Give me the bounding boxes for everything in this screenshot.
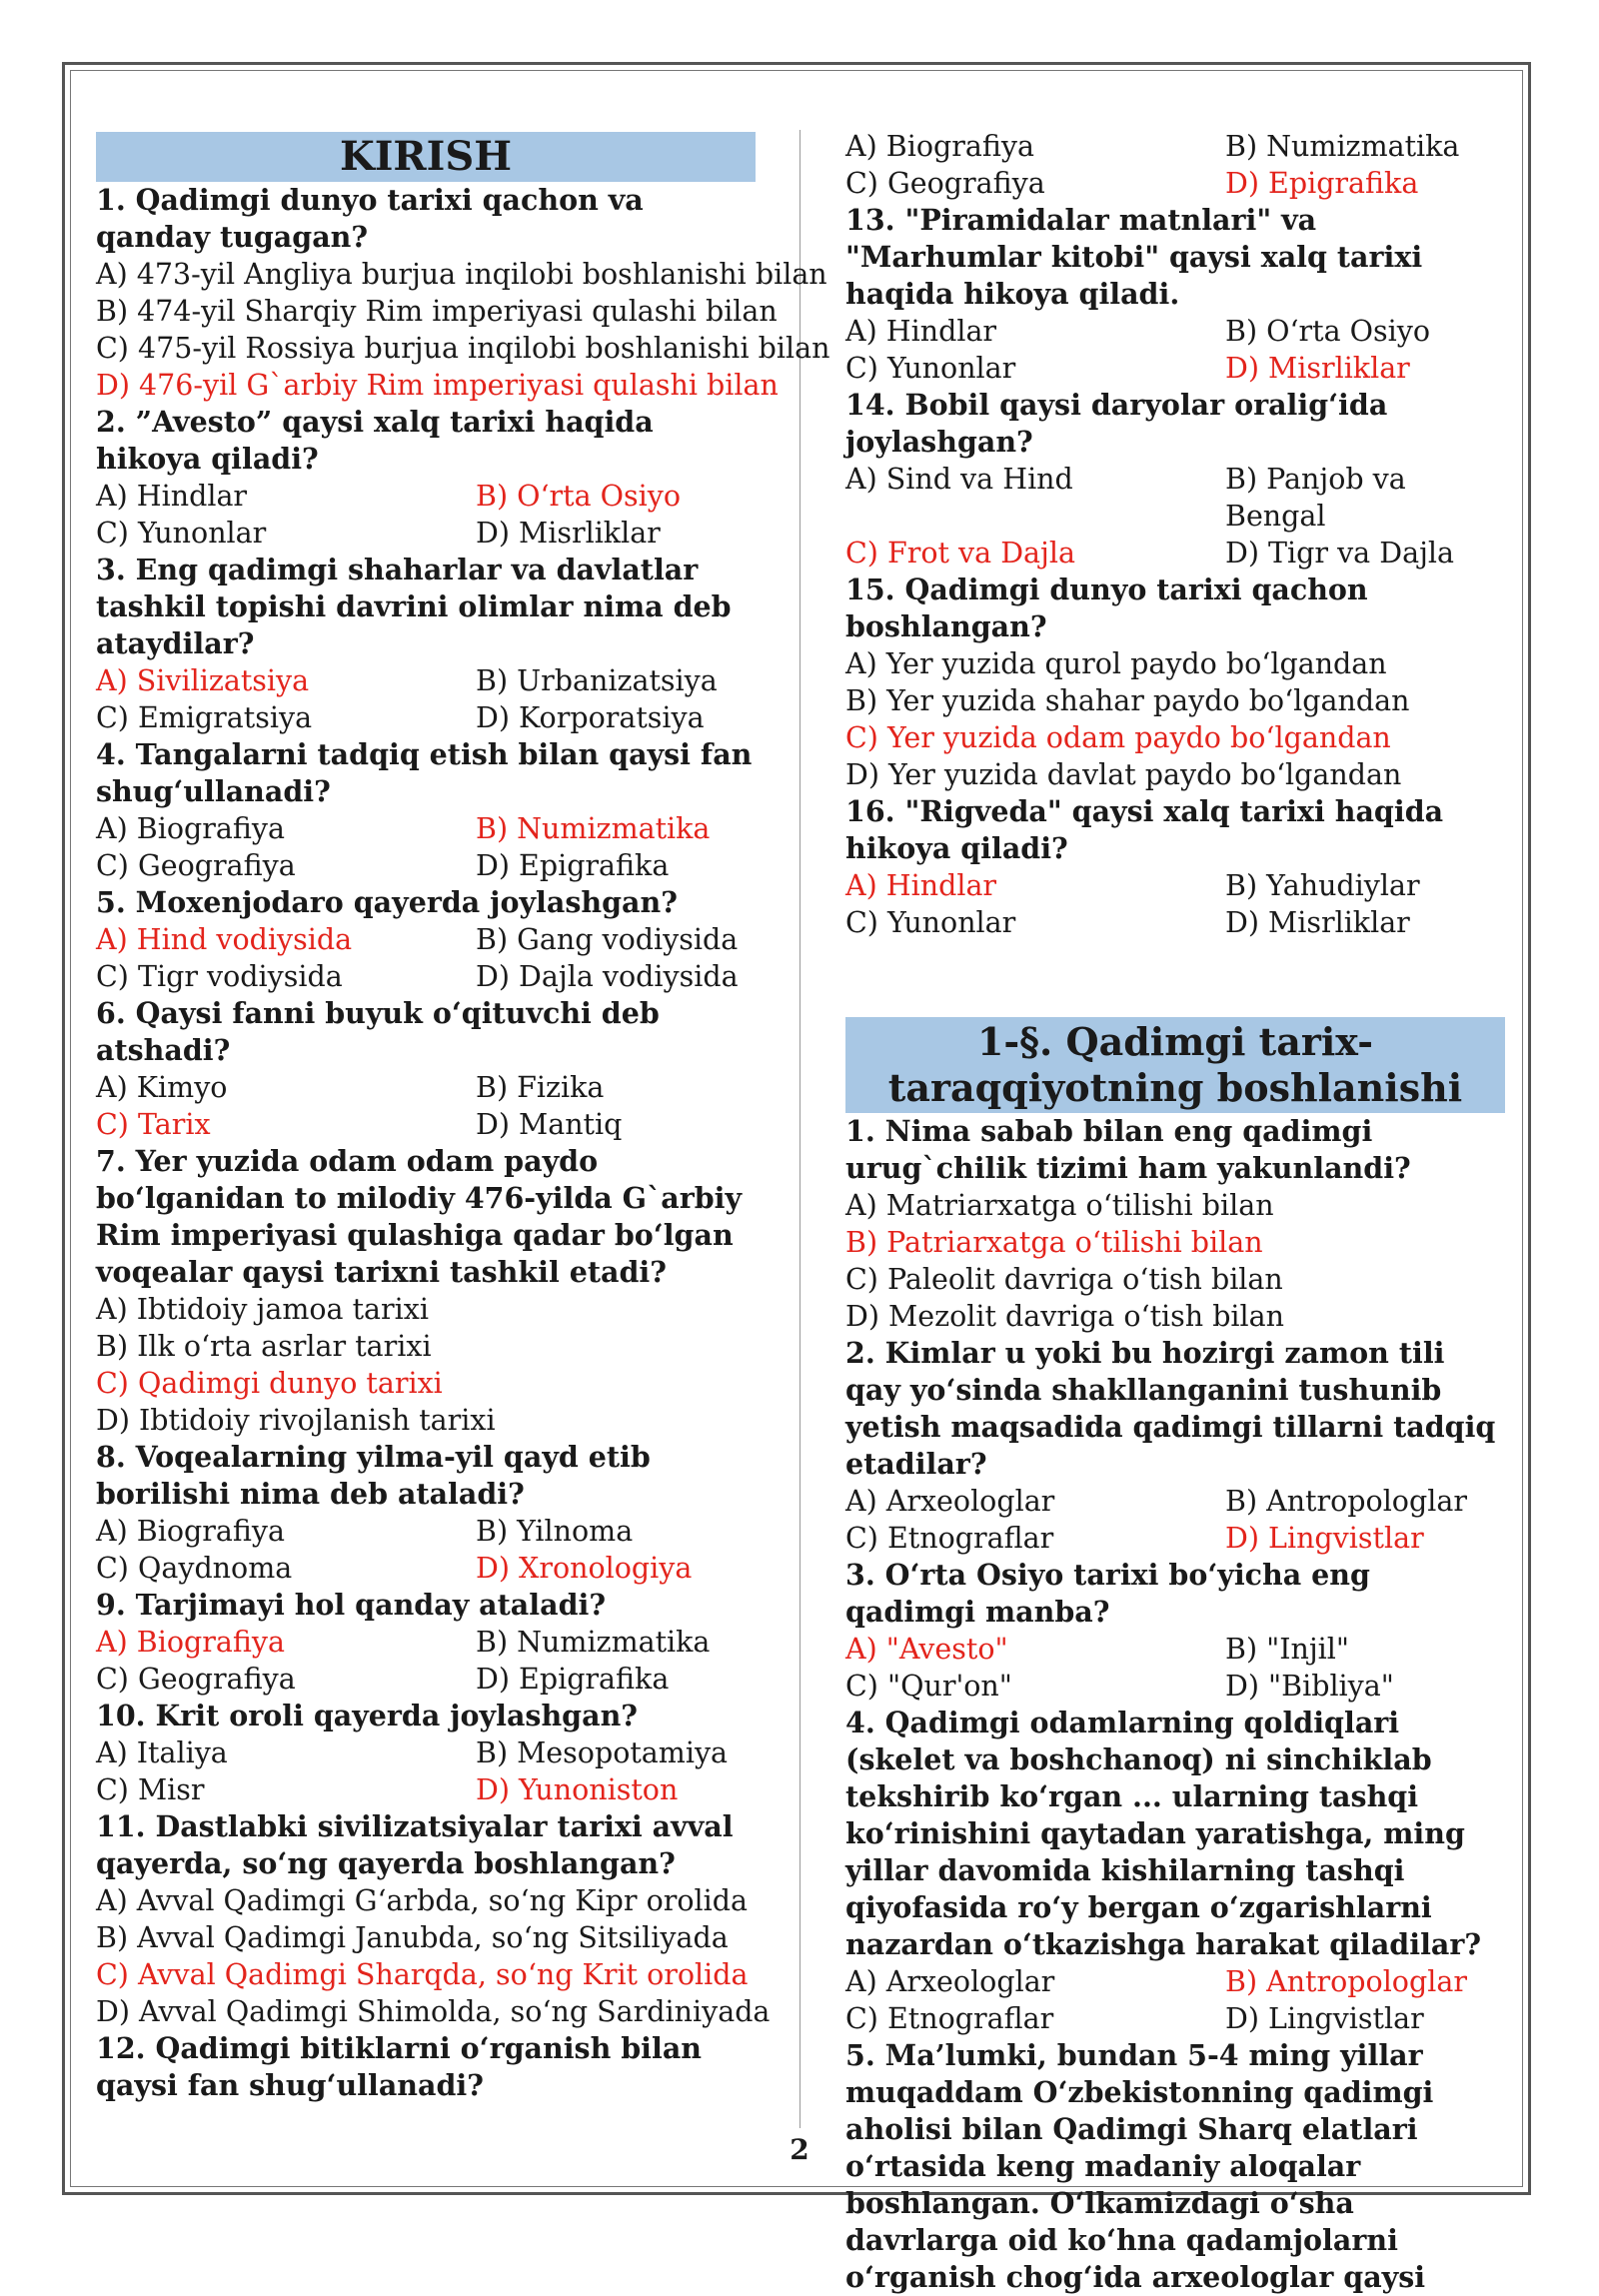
question-text: 5. Moxenjodaro qayerda joylashgan? bbox=[96, 885, 678, 919]
question-text: 10. Krit oroli qayerda joylashgan? bbox=[96, 1699, 638, 1732]
answer-option-correct: B) Patriarxatga o‘tilishi bilan bbox=[845, 1226, 1263, 1259]
question-text: 8. Voqealarning yilma-yil qayd etib borilishi nima deb ataladi? bbox=[96, 1440, 651, 1511]
answer-option-row bbox=[96, 662, 756, 699]
answer-option: A) Italiya bbox=[96, 1736, 228, 1769]
answer-option-correct: C) Avval Qadimgi Sharqda, so‘ng Krit orolida bbox=[96, 1958, 749, 1991]
section-title-paragraph-1: 1-§. Qadimgi tarix-taraqqiyotning boshlanishi bbox=[845, 1017, 1505, 1113]
answer-option: D) Epigrafika bbox=[476, 1663, 670, 1696]
answer-option: A) Sind va Hind bbox=[845, 463, 1073, 496]
answer-option-correct: C) Tarix bbox=[96, 1108, 211, 1141]
answer-option-row bbox=[96, 958, 756, 995]
answer-option-row bbox=[96, 1624, 756, 1661]
answer-option-row bbox=[845, 2000, 1505, 2037]
answer-option: D) Mantiq bbox=[476, 1108, 623, 1141]
answer-option-correct: D) Xronologiya bbox=[476, 1552, 693, 1585]
answer-option: B) "Injil" bbox=[1225, 1633, 1350, 1666]
right-question-list-bottom bbox=[845, 1113, 1505, 2296]
answer-option: B) 474-yil Sharqiy Rim imperiyasi qulashi bilan bbox=[96, 295, 778, 328]
answer-option-row bbox=[96, 921, 756, 958]
answer-option: C) Yunonlar bbox=[96, 517, 267, 550]
answer-option: D) Tigr va Dajla bbox=[1225, 537, 1455, 570]
answer-option: B) Antropologlar bbox=[1225, 1485, 1467, 1518]
answer-option: D) Epigrafika bbox=[476, 849, 670, 882]
answer-option: D) Dajla vodiysida bbox=[476, 960, 739, 993]
answer-option-row bbox=[96, 847, 756, 884]
answer-option: C) Tigr vodiysida bbox=[96, 960, 343, 993]
answer-option-row bbox=[845, 1668, 1505, 1705]
answer-option: C) Emigratsiya bbox=[96, 701, 313, 734]
answer-option: B) Yilnoma bbox=[476, 1515, 634, 1548]
answer-option-row bbox=[96, 1106, 756, 1143]
question-text: 4. Qadimgi odamlarning qoldiqlari (skelet va boshchanoq) ni sinchiklab tekshirib ko‘rgan ... ularning tashqi ko‘rinishini qaytadan yaratishga, ming yillar davomida kishilarning tashqi qiyofasida ro‘y bergan o‘zgarishlarni nazardan o‘tkazishga harakat qiladilar? bbox=[845, 1706, 1482, 1961]
question-text: 5. Ma’lumki, bundan 5-4 ming yillar muqaddam O‘zbekistonning qadimgi aholisi bilan Qadimgi Sharq elatlari o‘rtasida keng madaniy aloqalar boshlangan. O‘lkamizdagi o‘sha davrlarga oid ko‘hna qadamjolarni o‘rganish chog‘ida arxeologlar qaysi bbox=[845, 2038, 1434, 2294]
answer-option-row bbox=[96, 1069, 756, 1106]
answer-option: C) 475-yil Rossiya burjua inqilobi boshlanishi bilan bbox=[96, 332, 830, 365]
answer-option-row bbox=[845, 867, 1505, 904]
answer-option-row bbox=[845, 461, 1505, 535]
answer-option-correct: C) Qadimgi dunyo tarixi bbox=[96, 1367, 443, 1400]
answer-option: D) "Bibliya" bbox=[1225, 1670, 1394, 1703]
answer-option-row bbox=[96, 810, 756, 847]
answer-option-correct: A) Hindlar bbox=[845, 869, 997, 902]
question-text: 2. Kimlar u yoki bu hozirgi zamon tili qay yo‘sinda shakllanganini tushunib yetish maqsadida qadimgi tillarni tadqiq etadilar? bbox=[845, 1336, 1496, 1481]
answer-option: C) "Qur'on" bbox=[845, 1670, 1012, 1703]
question-text: 1. Qadimgi dunyo tarixi qachon va qanday tugagan? bbox=[96, 183, 644, 254]
page-number: 2 bbox=[790, 2133, 809, 2166]
answer-option: A) Yer yuzida qurol paydo bo‘lgandan bbox=[845, 647, 1387, 680]
answer-option: C) Yunonlar bbox=[845, 352, 1016, 385]
answer-option-correct: D) Lingvistlar bbox=[1225, 1522, 1424, 1555]
answer-option-correct: D) 476-yil G`arbiy Rim imperiyasi qulashi bilan bbox=[96, 369, 779, 402]
answer-option: C) Geografiya bbox=[96, 849, 296, 882]
answer-option: D) Misrliklar bbox=[476, 517, 661, 550]
question-text: 9. Tarjimayi hol qanday ataladi? bbox=[96, 1588, 607, 1622]
answer-option: A) Arxeologlar bbox=[845, 1965, 1055, 1998]
answer-option-row bbox=[845, 1520, 1505, 1557]
question-text: 7. Yer yuzida odam odam paydo bo‘lganidan to milodiy 476-yilda G`arbiy Rim imperiyasi qulashiga qadar bo‘lgan voqealar qaysi tarixni tashkil etadi? bbox=[96, 1144, 743, 1289]
answer-option: C) Etnograflar bbox=[845, 2002, 1054, 2035]
answer-option-correct: A) "Avesto" bbox=[845, 1633, 1008, 1666]
answer-option-row bbox=[96, 1513, 756, 1550]
question-text: 11. Dastlabki sivilizatsiyalar tarixi avval qayerda, so‘ng qayerda boshlangan? bbox=[96, 1809, 734, 1880]
answer-option: B) Urbanizatsiya bbox=[476, 664, 718, 697]
question-text: 1. Nima sabab bilan eng qadimgi urug`chilik tizimi ham yakunlandi? bbox=[845, 1114, 1411, 1185]
answer-option: B) Numizmatika bbox=[1225, 130, 1460, 163]
answer-option-row bbox=[845, 313, 1505, 350]
answer-option: D) Yer yuzida davlat paydo bo‘lgandan bbox=[845, 758, 1402, 791]
answer-option: C) Geografiya bbox=[845, 167, 1045, 200]
answer-option-row bbox=[845, 904, 1505, 941]
answer-option: B) Yer yuzida shahar paydo bo‘lgandan bbox=[845, 684, 1410, 717]
answer-option-row bbox=[96, 1771, 756, 1808]
answer-option: C) Etnograflar bbox=[845, 1522, 1054, 1555]
answer-option-correct: C) Frot va Dajla bbox=[845, 537, 1075, 570]
answer-option: B) Ilk o‘rta asrlar tarixi bbox=[96, 1330, 432, 1363]
answer-option: A) Biografiya bbox=[845, 130, 1034, 163]
answer-option: B) Yahudiylar bbox=[1225, 869, 1420, 902]
answer-option-correct: D) Misrliklar bbox=[1225, 352, 1410, 385]
answer-option-row bbox=[845, 350, 1505, 387]
answer-option: B) Gang vodiysida bbox=[476, 923, 739, 956]
answer-option-row bbox=[845, 1963, 1505, 2000]
answer-option-correct: B) Antropologlar bbox=[1225, 1965, 1467, 1998]
answer-option: C) Geografiya bbox=[96, 1663, 296, 1696]
section-title-kirish: KIRISH bbox=[96, 132, 756, 182]
answer-option: D) Mezolit davriga o‘tish bilan bbox=[845, 1300, 1285, 1333]
answer-option: A) Biografiya bbox=[96, 1515, 285, 1548]
question-text: 16. "Rigveda" qaysi xalq tarixi haqida hikoya qiladi? bbox=[845, 794, 1444, 865]
question-text: 14. Bobil qaysi daryolar oralig‘ida joylashgan? bbox=[845, 388, 1388, 459]
left-column bbox=[96, 128, 830, 2104]
answer-option: D) Ibtidoiy rivojlanish tarixi bbox=[96, 1404, 496, 1437]
right-question-list-top bbox=[845, 128, 1505, 941]
answer-option-row bbox=[96, 1734, 756, 1771]
answer-option: A) Kimyo bbox=[96, 1071, 228, 1104]
answer-option-row bbox=[96, 699, 756, 736]
answer-option-correct: A) Sivilizatsiya bbox=[96, 664, 310, 697]
question-text: 3. O‘rta Osiyo tarixi bo‘yicha eng qadimgi manba? bbox=[845, 1558, 1370, 1629]
answer-option: A) Avval Qadimgi G‘arbda, so‘ng Kipr orolida bbox=[96, 1884, 748, 1917]
answer-option: D) Korporatsiya bbox=[476, 701, 705, 734]
answer-option-correct: D) Epigrafika bbox=[1225, 167, 1419, 200]
answer-option-row bbox=[845, 535, 1505, 572]
answer-option: A) Biografiya bbox=[96, 812, 285, 845]
answer-option: C) Qaydnoma bbox=[96, 1552, 293, 1585]
question-text: 13. "Piramidalar matnlari" va "Marhumlar kitobi" qaysi xalq tarixi haqida hikoya qiladi. bbox=[845, 203, 1423, 311]
section-gap bbox=[845, 941, 1505, 1013]
answer-option-correct: A) Biografiya bbox=[96, 1626, 285, 1659]
answer-option-correct: B) Numizmatika bbox=[476, 812, 711, 845]
answer-option: A) 473-yil Angliya burjua inqilobi boshlanishi bilan bbox=[96, 258, 827, 291]
answer-option: B) Mesopotamiya bbox=[476, 1736, 729, 1769]
answer-option: A) Arxeologlar bbox=[845, 1485, 1055, 1518]
answer-option: C) Misr bbox=[96, 1773, 205, 1806]
answer-option: C) Paleolit davriga o‘tish bilan bbox=[845, 1263, 1283, 1296]
answer-option: D) Avval Qadimgi Shimolda, so‘ng Sardiniyada bbox=[96, 1995, 771, 2028]
answer-option-row bbox=[845, 165, 1505, 202]
right-column bbox=[845, 128, 1505, 2296]
answer-option-correct: D) Yunoniston bbox=[476, 1773, 679, 1806]
answer-option-row bbox=[845, 128, 1505, 165]
answer-option: B) Fizika bbox=[476, 1071, 605, 1104]
answer-option: A) Matriarxatga o‘tilishi bilan bbox=[845, 1189, 1274, 1222]
answer-option: A) Ibtidoiy jamoa tarixi bbox=[96, 1293, 429, 1326]
answer-option: B) O‘rta Osiyo bbox=[1225, 315, 1431, 348]
question-text: 12. Qadimgi bitiklarni o‘rganish bilan qaysi fan shug‘ullanadi? bbox=[96, 2031, 703, 2102]
answer-option-row bbox=[96, 478, 756, 515]
answer-option: C) Yunonlar bbox=[845, 906, 1016, 939]
answer-option: D) Lingvistlar bbox=[1225, 2002, 1424, 2035]
question-text: 6. Qaysi fanni buyuk o‘qituvchi deb atshadi? bbox=[96, 996, 660, 1067]
answer-option: B) Numizmatika bbox=[476, 1626, 711, 1659]
answer-option: A) Hindlar bbox=[96, 480, 248, 513]
answer-option: B) Avval Qadimgi Janubda, so‘ng Sitsiliyada bbox=[96, 1921, 729, 1954]
answer-option-row bbox=[845, 1631, 1505, 1668]
answer-option-row bbox=[96, 1661, 756, 1698]
answer-option: A) Hindlar bbox=[845, 315, 997, 348]
question-text: 2. ”Avesto” qaysi xalq tarixi haqida hikoya qiladi? bbox=[96, 405, 654, 476]
left-question-list bbox=[96, 182, 830, 2104]
answer-option-correct: C) Yer yuzida odam paydo bo‘lgandan bbox=[845, 721, 1391, 754]
answer-option: B) Panjob va Bengal bbox=[1225, 463, 1406, 533]
question-text: 3. Eng qadimgi shaharlar va davlatlar tashkil topishi davrini olimlar nima deb ataydilar? bbox=[96, 553, 732, 660]
answer-option-row bbox=[96, 1550, 756, 1587]
answer-option: D) Misrliklar bbox=[1225, 906, 1410, 939]
question-text: 15. Qadimgi dunyo tarixi qachon boshlangan? bbox=[845, 573, 1368, 643]
question-text: 4. Tangalarni tadqiq etish bilan qaysi fan shug‘ullanadi? bbox=[96, 737, 753, 808]
answer-option-row bbox=[845, 1483, 1505, 1520]
answer-option-correct: B) O‘rta Osiyo bbox=[476, 480, 682, 513]
answer-option-row bbox=[96, 515, 756, 552]
answer-option-correct: A) Hind vodiysida bbox=[96, 923, 353, 956]
